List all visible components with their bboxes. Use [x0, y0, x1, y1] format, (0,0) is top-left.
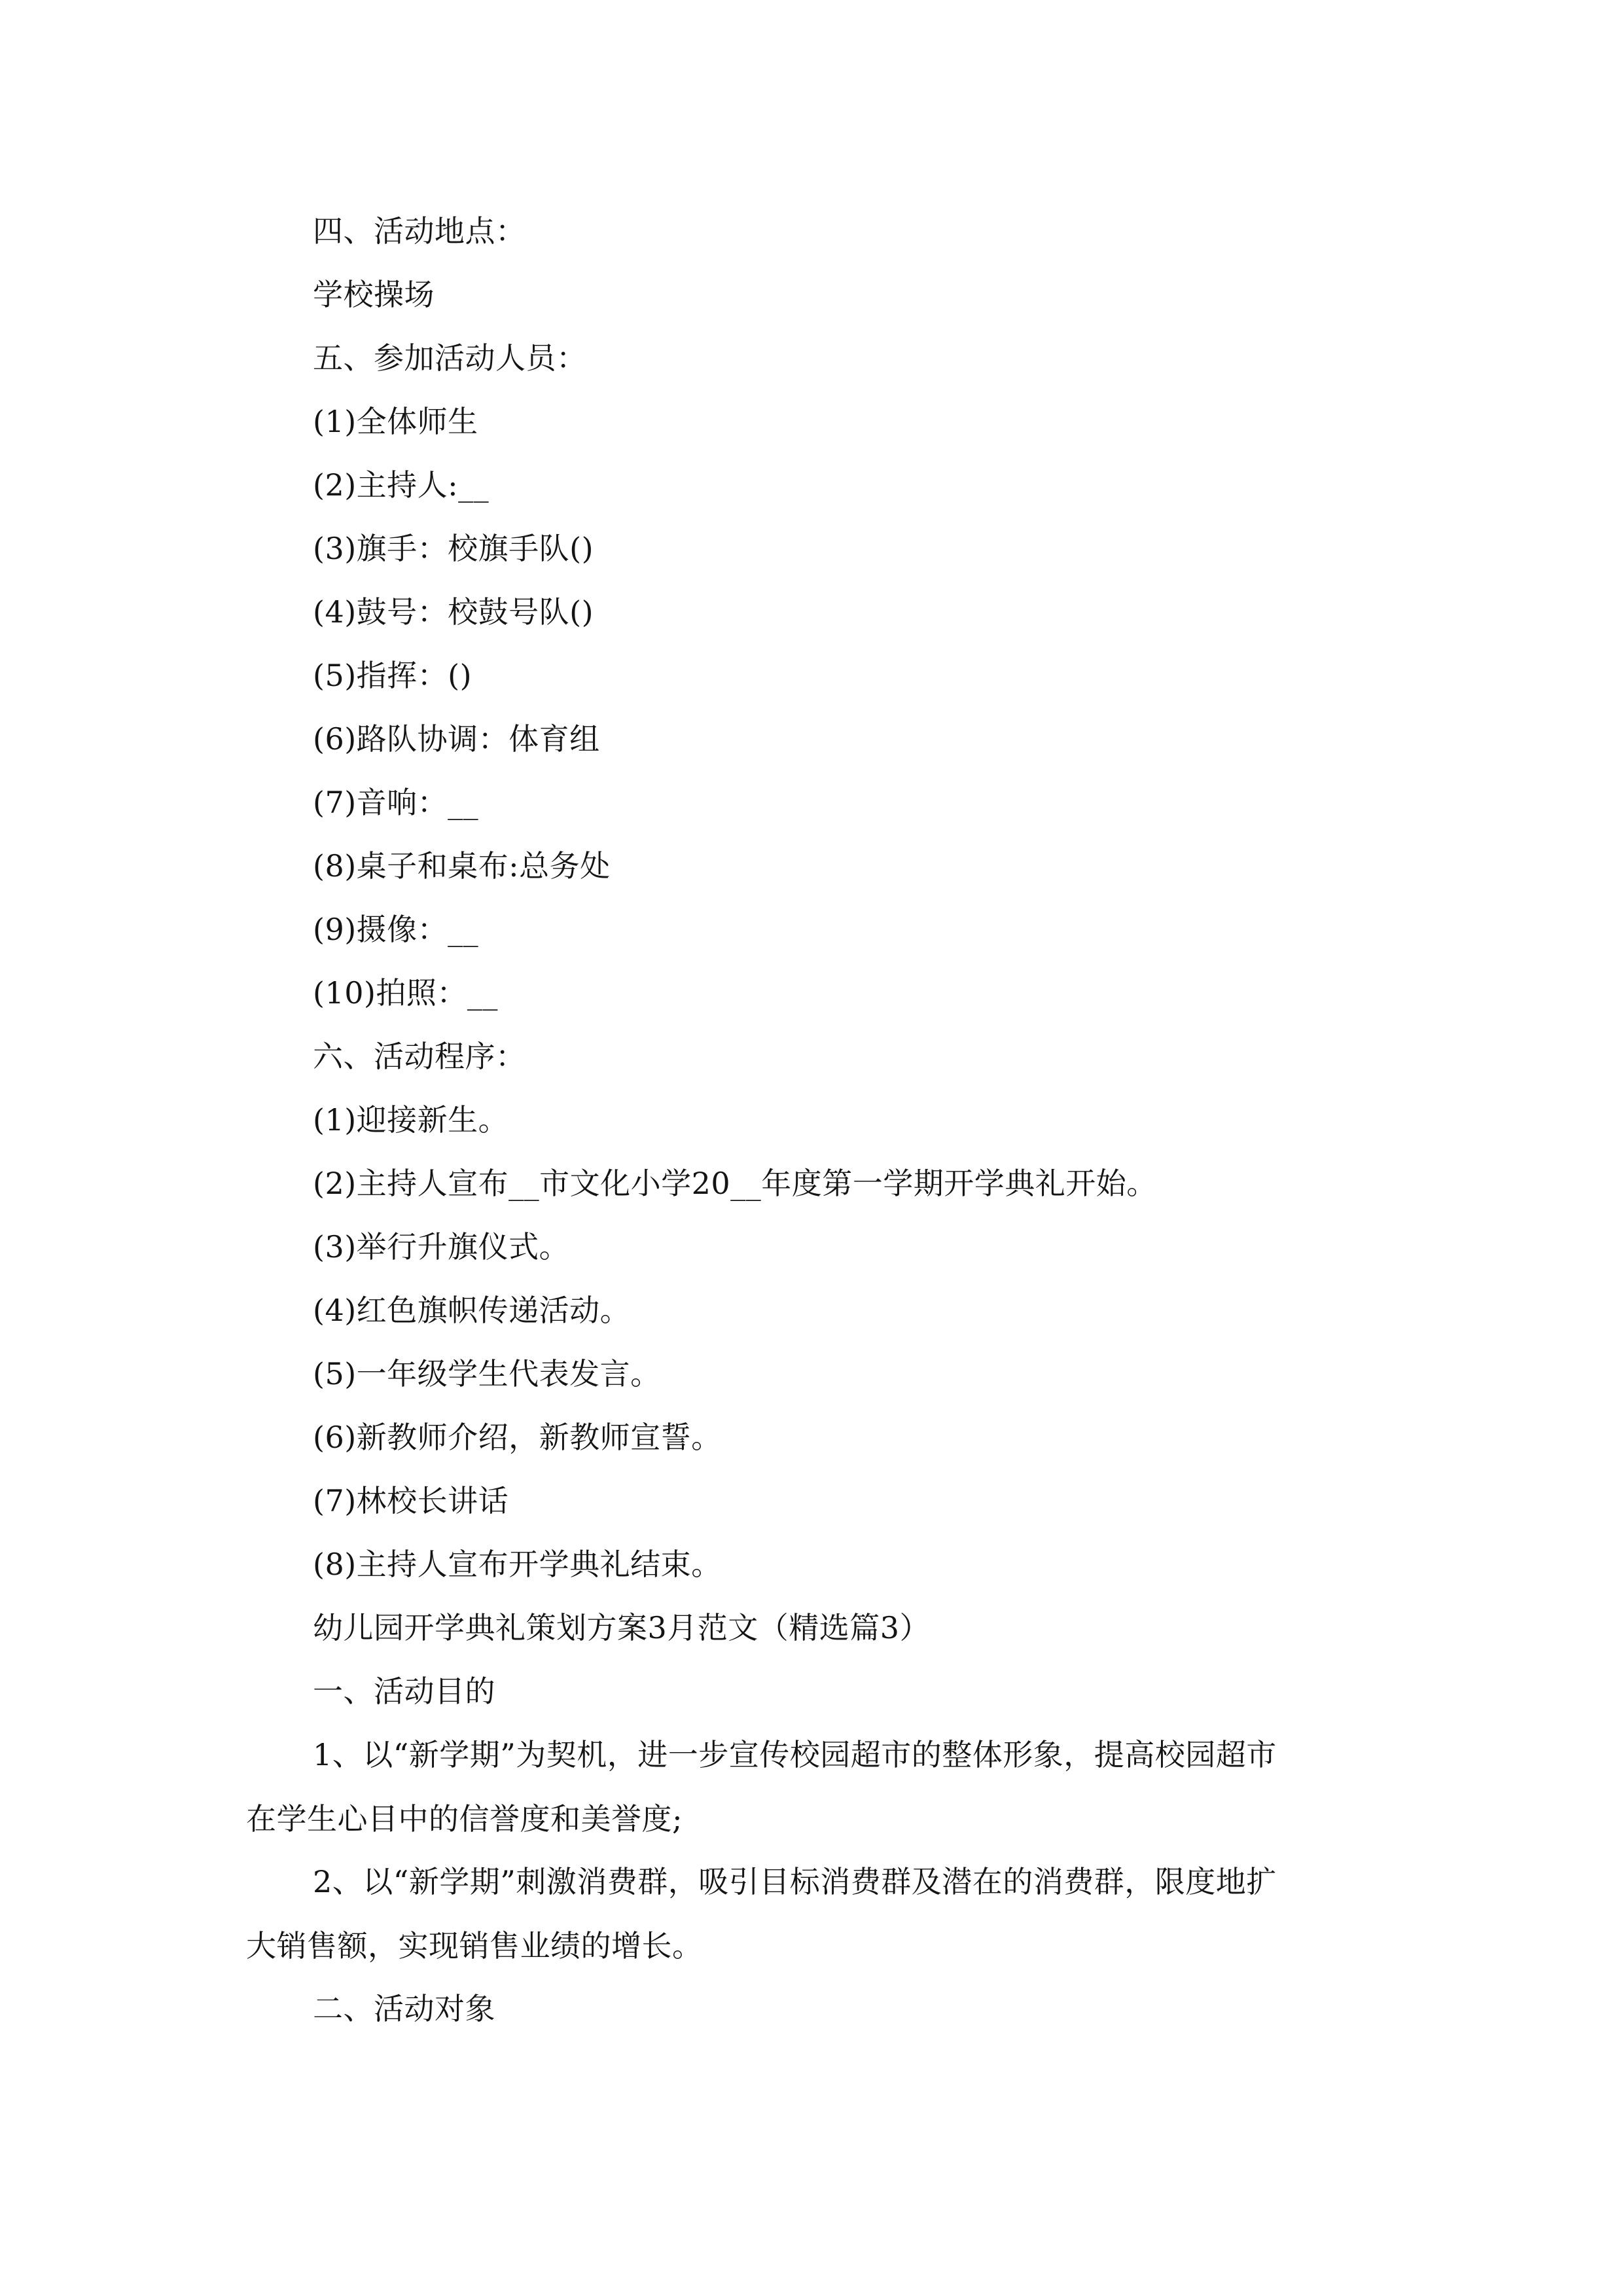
- participant-item-7: (7)音响：__: [313, 785, 479, 820]
- heading-participants: 五、参加活动人员：: [313, 340, 587, 376]
- heading-activity-target: 二、活动对象: [313, 1991, 495, 2026]
- participant-item-3: (3)旗手：校旗手队(): [313, 531, 594, 566]
- participant-item-10: (10)拍照：__: [313, 975, 498, 1011]
- program-item-3: (3)举行升旗仪式。: [313, 1229, 570, 1265]
- program-item-5: (5)一年级学生代表发言。: [313, 1356, 661, 1391]
- purpose-paragraph-1-continuation: 在学生心目中的信誉度和美誉度;: [246, 1801, 683, 1837]
- program-item-2: (2)主持人宣布__市文化小学20__年度第一学期开学典礼开始。: [313, 1166, 1157, 1201]
- participant-item-5: (5)指挥：(): [313, 658, 473, 693]
- heading-activity-location: 四、活动地点：: [313, 213, 526, 249]
- purpose-paragraph-2-first-line: 2、以“新学期”刺激消费群，吸引目标消费群及潜在的消费群，限度地扩: [313, 1864, 1277, 1899]
- program-item-8: (8)主持人宣布开学典礼结束。: [313, 1547, 722, 1582]
- participant-item-1: (1)全体师生: [313, 404, 478, 439]
- program-item-7: (7)林校长讲话: [313, 1483, 509, 1518]
- heading-activity-purpose: 一、活动目的: [313, 1674, 495, 1709]
- purpose-paragraph-1-first-line: 1、以“新学期”为契机，进一步宣传校园超市的整体形象，提高校园超市: [313, 1737, 1277, 1772]
- participant-item-8: (8)桌子和桌布:总务处: [313, 848, 611, 884]
- heading-activity-program: 六、活动程序：: [313, 1039, 526, 1074]
- participant-item-6: (6)路队协调：体育组: [313, 721, 600, 757]
- purpose-paragraph-2: [246, 1864, 1378, 1964]
- participant-item-9: (9)摄像：__: [313, 912, 479, 947]
- section-title-chosen-3: 幼儿园开学典礼策划方案3月范文（精选篇3）: [313, 1610, 931, 1645]
- purpose-paragraph-2-continuation: 大销售额，实现销售业绩的增长。: [246, 1928, 703, 1964]
- program-item-1: (1)迎接新生。: [313, 1102, 509, 1138]
- text-location-value: 学校操场: [313, 277, 435, 312]
- purpose-paragraph-1: [246, 1737, 1378, 1837]
- participant-item-2: (2)主持人:__: [313, 467, 490, 503]
- participant-item-4: (4)鼓号：校鼓号队(): [313, 594, 594, 630]
- program-item-6: (6)新教师介绍，新教师宣誓。: [313, 1420, 722, 1455]
- program-item-4: (4)红色旗帜传递活动。: [313, 1293, 631, 1328]
